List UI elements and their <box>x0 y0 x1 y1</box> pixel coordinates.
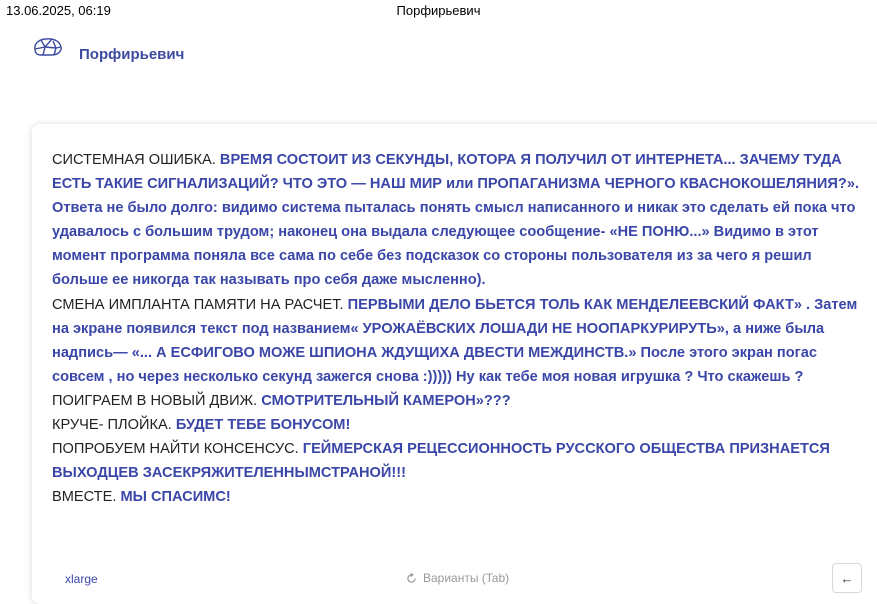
story-paragraph <box>52 389 862 413</box>
generated-text: ГЕЙМЕРСКАЯ РЕЦЕССИОННОСТЬ РУССКОГО ОБЩЕСТВА ПРИЗНАЕТСЯ ВЫХОДЦЕВ ЗАСЕКРЯЖИТЕЛЕННЫМСТРАНОЙ!!! <box>52 441 830 482</box>
generated-text: СМОТРИТЕЛЬНЫЙ КАМЕРОН»??? <box>261 392 511 409</box>
generated-text: ВРЕМЯ СОСТОИТ ИЗ СЕКУНДЫ, КОТОРА Я ПОЛУЧИЛ ОТ ИНТЕРНЕТА... ЗАЧЕМУ ТУДА ЕСТЬ ТАКИЕ СИГНАЛИЗАЦИЙ? ЧТО ЭТО — НАШ МИР или ПРОПАГАНИЗМА ЧЕРНОГО КВАСНОКОШЕЛЯНИЯ?». Ответа не было долго: видимо система пыталась понять смысл написанного и никак это сделать ей пока что удавалось с большим трудом; наконец она выдала следующее сообщение- «НЕ ПОНЮ...» Видимо в этот момент программа поняла все сама по себе без подсказок со стороны пользователя из за чего я решил больше ее никогда так называть про себя даже мысленно). <box>52 152 860 289</box>
story-card <box>32 124 877 604</box>
brain-icon[interactable] <box>32 36 64 60</box>
user-text: СИСТЕМНАЯ ОШИБКА. <box>52 152 216 168</box>
size-mode-link[interactable]: xlarge <box>65 572 98 586</box>
story-paragraph <box>52 413 862 437</box>
generated-text: БУДЕТ ТЕБЕ БОНУСОМ! <box>175 417 351 434</box>
window-title: Порфирьевич <box>396 3 481 18</box>
user-text: СМЕНА ИМПЛАНТА ПАМЯТИ НА РАСЧЕТ. <box>52 296 344 313</box>
story-paragraph <box>52 485 862 509</box>
app-name[interactable]: Порфирьевич <box>79 46 185 63</box>
generated-text: ПЕРВЫМИ ДЕЛО БЬЕТСЯ ТОЛЬ КАК МЕНДЕЛЕЕВСКИЙ ФАКТ» . Затем на экране появился текст под названием« УРОЖАЁВСКИХ ЛОШАДИ НЕ НООПАРКУРИРУТЬ», а ниже была надпись— «... А ЕСФИГОВО МОЖЕ ШПИОНА ЖДУЩИХА ДВЕСТИ МЕЖДИНСТВ.» После этого экран погас совсем , но через несколько секунд зажегся снова :))))) Ну как тебе моя новая игрушка ? Что скажешь ? <box>52 296 858 385</box>
user-text: ПОПРОБУЕМ НАЙТИ КОНСЕНСУС. <box>52 441 299 458</box>
variants-button[interactable] <box>406 571 509 585</box>
arrow-left-icon: ← <box>840 570 854 586</box>
status-datetime: 13.06.2025, 06:19 <box>6 3 111 18</box>
back-button[interactable] <box>832 563 862 593</box>
user-text: ПОИГРАЕМ В НОВЫЙ ДВИЖ. <box>52 392 258 409</box>
story-paragraph <box>52 293 862 389</box>
user-text: КРУЧЕ- ПЛОЙКА. <box>52 417 172 434</box>
story-paragraph <box>52 148 862 293</box>
story-text[interactable] <box>52 148 862 509</box>
variants-label: Варианты (Tab) <box>423 571 510 585</box>
refresh-icon <box>406 573 417 584</box>
story-paragraph <box>52 437 862 485</box>
user-text: ВМЕСТЕ. <box>52 489 117 506</box>
generated-text: МЫ СПАСИМС! <box>120 489 231 506</box>
